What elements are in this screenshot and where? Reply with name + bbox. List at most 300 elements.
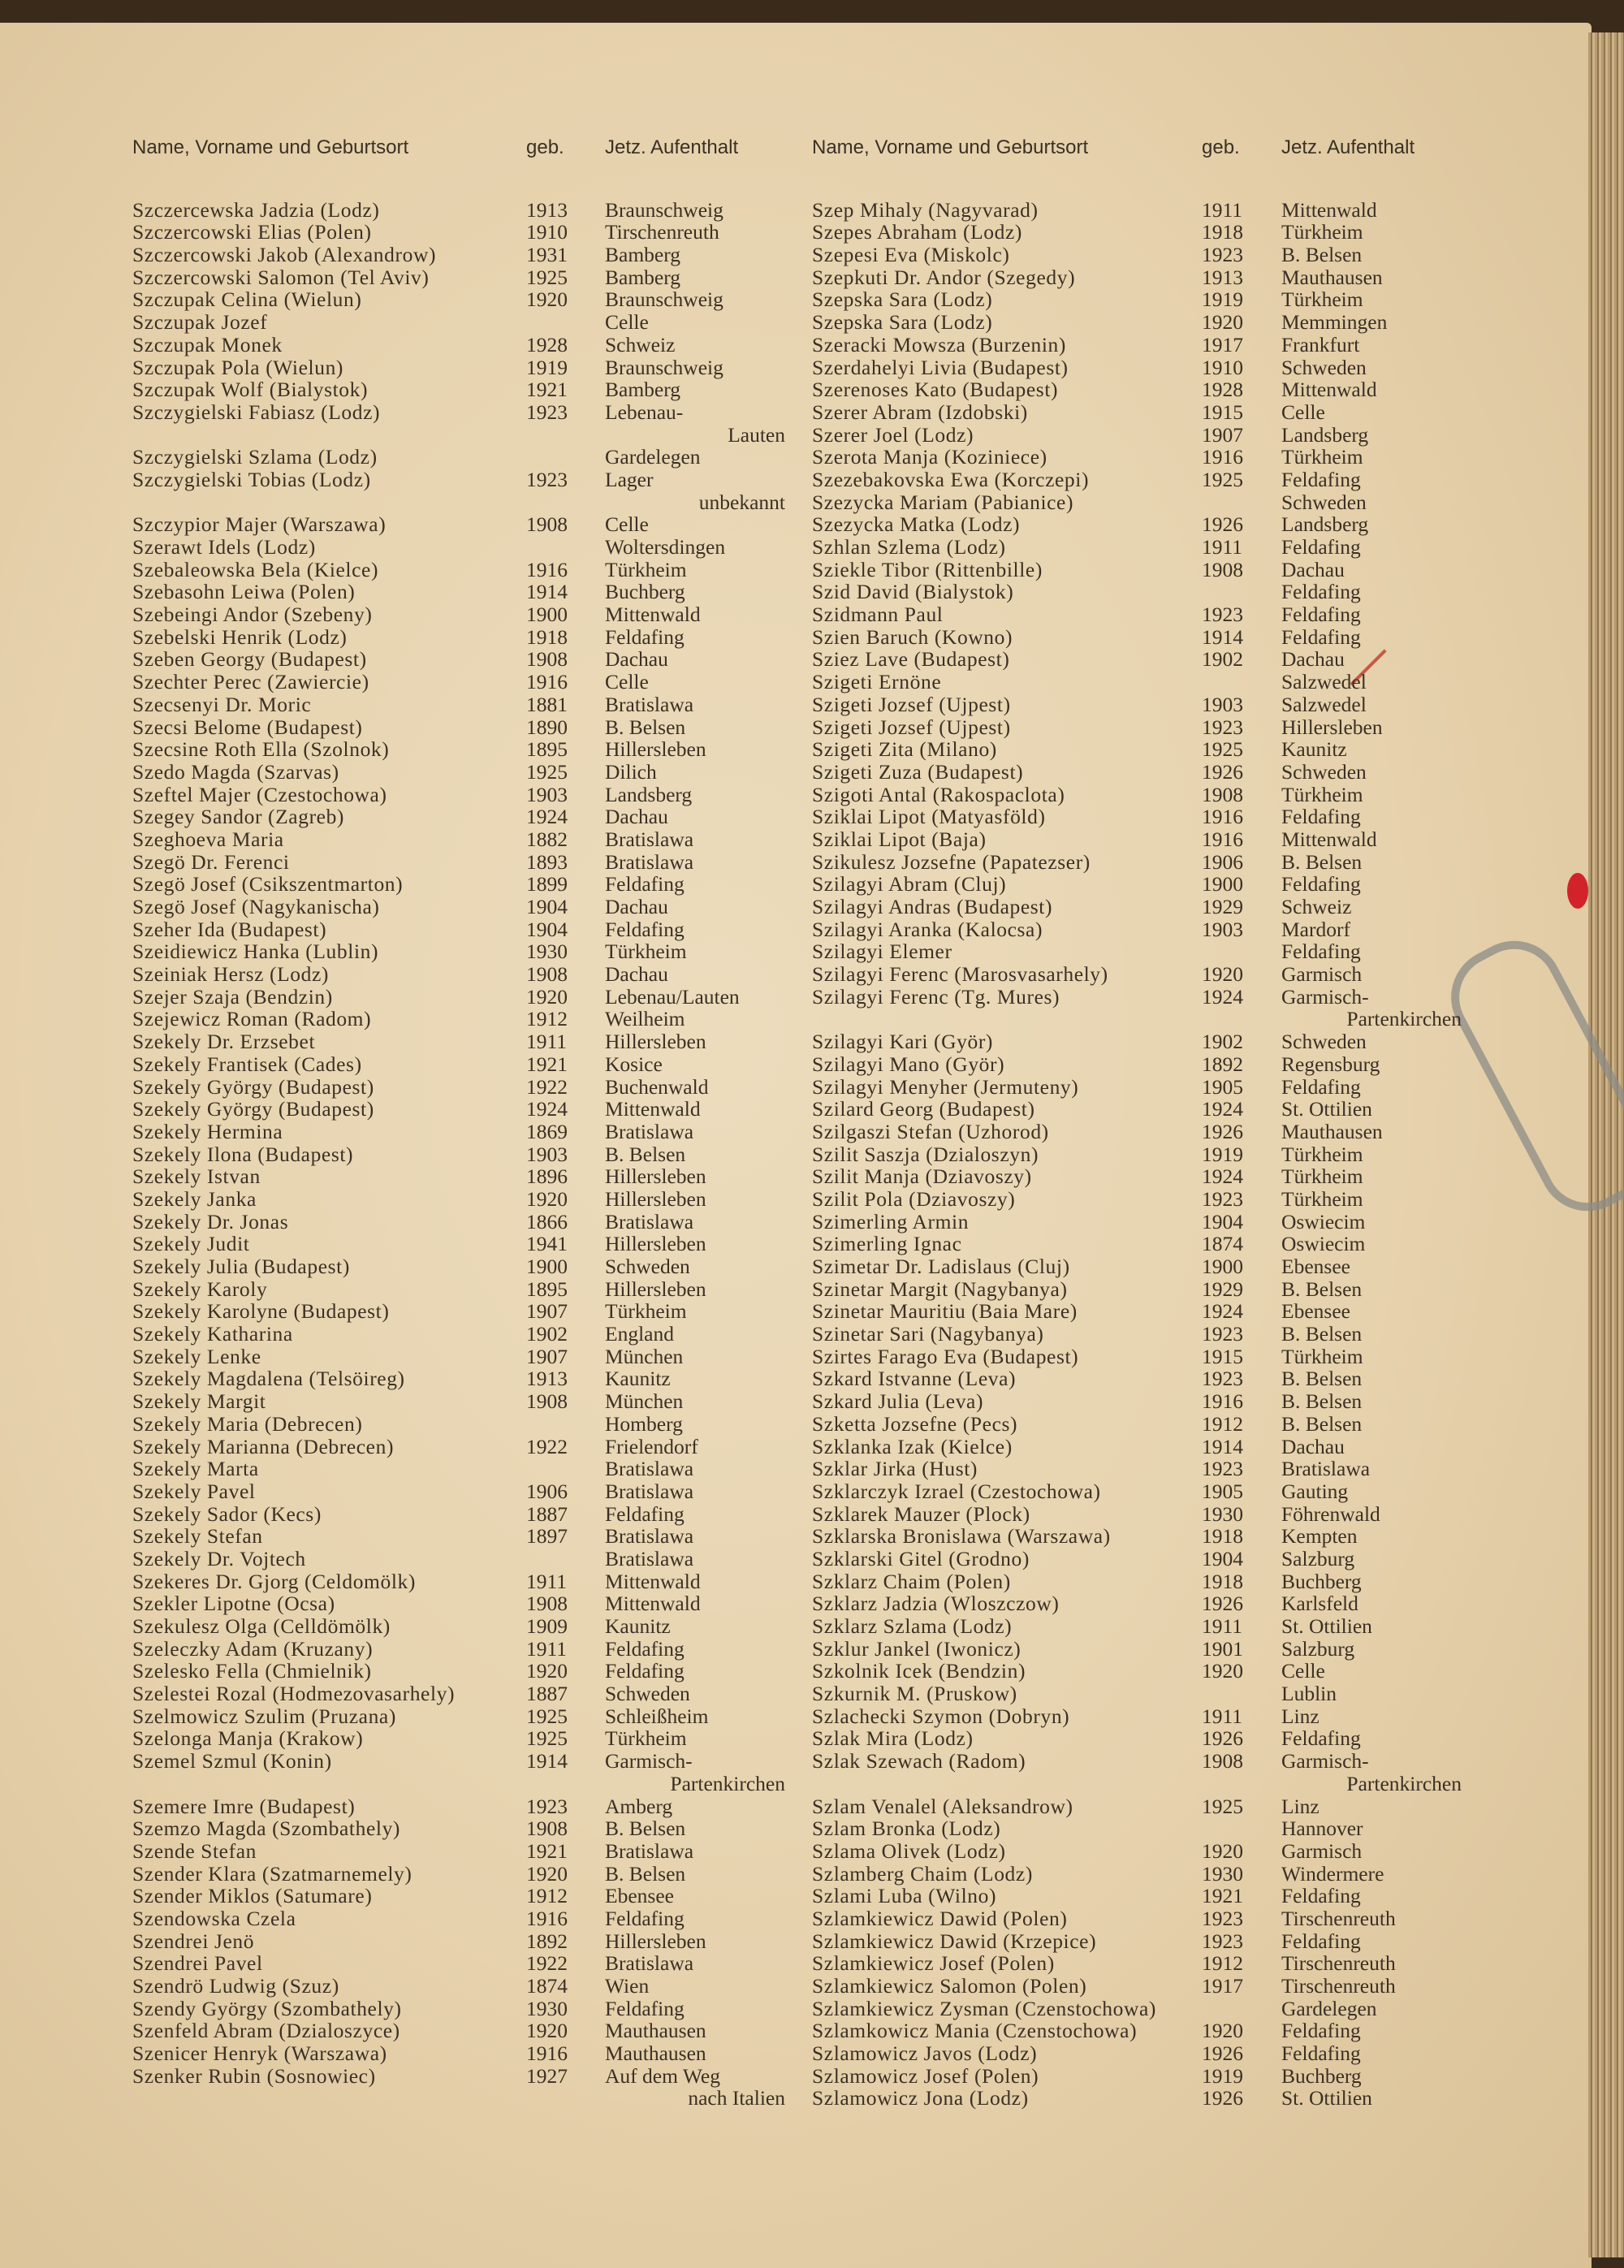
birth-year: 1918 (1202, 1569, 1243, 1593)
person-name: Szeftel Majer (Czestochowa) (132, 782, 387, 806)
table-row (132, 761, 782, 784)
current-residence: Feldafing (1281, 1074, 1361, 1099)
table-row (132, 1930, 782, 1953)
birth-year: 1904 (1202, 1546, 1243, 1570)
table-row (812, 311, 1462, 334)
birth-year: 1900 (1202, 1255, 1243, 1278)
birth-year: 1925 (1202, 737, 1243, 762)
current-residence: Hillersleben (605, 737, 706, 762)
birth-year: 1920 (1202, 2019, 1243, 2043)
person-name: Szinetar Margit (Nagybanya) (812, 1277, 1068, 1301)
person-name: Szepesi Eva (Miskolc) (812, 243, 1010, 267)
birth-year: 1892 (1202, 1052, 1243, 1076)
current-residence: Feldafing (1281, 603, 1361, 627)
birth-year: 1920 (526, 287, 568, 312)
person-name: Szilagyi Ferenc (Tg. Mures) (812, 984, 1060, 1009)
current-residence: Kosice (605, 1052, 663, 1076)
person-name: Szekely Marta (132, 1457, 259, 1481)
table-row (132, 2065, 782, 2088)
table-row (812, 1367, 1462, 1390)
current-residence: St. Ottilien (1281, 2086, 1372, 2110)
table-row (132, 986, 782, 1009)
current-residence: Türkheim (605, 1299, 687, 1324)
person-name: Szelonga Manja (Krakow) (132, 1726, 364, 1751)
person-name: Szepska Sara (Lodz) (812, 310, 993, 335)
table-row (132, 1278, 782, 1301)
header-name: Name, Vorname und Geburtsort (132, 136, 409, 158)
person-name: Szlak Szewach (Radom) (812, 1749, 1026, 1773)
current-residence: B. Belsen (1281, 1367, 1363, 1391)
person-name: Szczercewska Jadzia (Lodz) (132, 197, 380, 222)
person-name: Szekely Janka (132, 1186, 257, 1211)
person-name: Szigeti Jozsef (Ujpest) (812, 715, 1011, 739)
table-row (812, 1570, 1462, 1593)
birth-year: 1912 (526, 1884, 568, 1908)
person-name: Szekler Lipotne (Ocsa) (132, 1592, 335, 1616)
table-row (132, 1503, 782, 1526)
table-row (132, 896, 782, 918)
current-residence: Frankfurt (1281, 332, 1360, 356)
person-name: Sziklai Lipot (Matyasföld) (812, 805, 1046, 829)
birth-year: 1920 (526, 1186, 568, 1211)
person-name: Szlami Luba (Wilno) (812, 1884, 997, 1908)
person-name: Szemzo Magda (Szombathely) (132, 1817, 401, 1841)
birth-year: 1906 (526, 1479, 568, 1503)
person-name: Szkard Julia (Leva) (812, 1389, 984, 1414)
current-residence: Amberg (605, 1794, 673, 1818)
birth-year: 1911 (1202, 1704, 1243, 1728)
current-residence: Salzwedel (1281, 692, 1367, 716)
table-row (132, 1907, 782, 1930)
table-row (812, 2020, 1462, 2042)
table-row (132, 1390, 782, 1413)
current-residence: Bratislawa (605, 692, 694, 716)
birth-year: 1921 (526, 378, 568, 402)
current-residence: Bratislawa (605, 1546, 694, 1570)
birth-year: 1908 (1202, 782, 1243, 806)
person-name: Szerer Joel (Lodz) (812, 422, 974, 447)
birth-year: 1909 (526, 1614, 568, 1638)
birth-year: 1924 (526, 1097, 568, 1121)
person-name: Szebeingi Andor (Szebeny) (132, 603, 373, 627)
person-name: Szelmowicz Szulim (Pruzana) (132, 1704, 396, 1728)
person-name: Szigoti Antal (Rakospaclota) (812, 782, 1065, 806)
current-residence: Feldafing (605, 624, 685, 649)
table-row (132, 1525, 782, 1548)
person-name: Szklarz Chaim (Polen) (812, 1569, 1011, 1593)
person-name: Szien Baruch (Kowno) (812, 624, 1013, 649)
birth-year: 1900 (1202, 872, 1243, 896)
current-residence: Homberg (605, 1411, 683, 1436)
birth-year: 1926 (1202, 2041, 1243, 2066)
table-row (132, 1638, 782, 1661)
birth-year: 1930 (1202, 1501, 1243, 1526)
person-name: Szeben Georgy (Budapest) (132, 647, 367, 672)
person-name: Szezebakovska Ewa (Korczepi) (812, 467, 1090, 491)
person-name: Szekely Maria (Debrecen) (132, 1411, 363, 1436)
left-column-table (132, 136, 785, 2110)
table-row (812, 761, 1462, 784)
person-name: Szhlan Szlema (Lodz) (812, 535, 1006, 559)
current-residence: Schleißheim (605, 1704, 709, 1728)
person-name: Szekely Lenke (132, 1344, 261, 1368)
table-row (132, 356, 782, 379)
current-residence: Mardorf (1281, 917, 1350, 941)
current-residence: Kempten (1281, 1524, 1358, 1549)
birth-year: 1929 (1202, 895, 1243, 918)
table-row (132, 1885, 782, 1907)
current-residence: B. Belsen (1281, 1277, 1363, 1301)
birth-year: 1908 (526, 1389, 568, 1414)
birth-year: 1908 (526, 512, 568, 537)
table-row (132, 1727, 782, 1750)
birth-year: 1920 (1202, 1838, 1243, 1863)
table-row-continuation (132, 2086, 785, 2110)
current-residence: Bratislawa (605, 827, 694, 851)
table-row (132, 266, 782, 289)
table-row (132, 1570, 782, 1593)
current-residence: Hillersleben (605, 1030, 706, 1054)
table-row (132, 873, 782, 896)
current-residence: Lebenau- (605, 400, 684, 424)
table-row (132, 1367, 782, 1390)
table-row (132, 513, 782, 536)
birth-year: 1913 (526, 1367, 568, 1391)
current-residence: Mauthausen (605, 2041, 706, 2066)
table-row (132, 1705, 782, 1728)
current-residence: Feldafing (1281, 1929, 1361, 1953)
person-name: Szebaleowska Bela (Kielce) (132, 557, 379, 581)
person-name: Szilagyi Mano (Györ) (812, 1052, 1005, 1076)
birth-year: 1912 (1202, 1951, 1243, 1976)
person-name: Szigeti Zita (Milano) (812, 737, 997, 762)
person-name: Szender Miklos (Satumare) (132, 1884, 373, 1908)
person-name: Szemel Szmul (Konin) (132, 1749, 332, 1773)
table-row (132, 1952, 782, 1975)
current-residence: Garmisch (1281, 962, 1363, 987)
current-residence: Mauthausen (1281, 1119, 1383, 1143)
table-row-continuation (132, 490, 785, 514)
table-row (812, 1727, 1462, 1750)
birth-year: 1892 (526, 1929, 568, 1953)
person-name: Szezycka Matka (Lodz) (812, 512, 1021, 537)
table-row (132, 693, 782, 716)
table-row (812, 199, 1462, 222)
current-residence: Bratislawa (605, 1479, 694, 1503)
table-row (132, 1030, 782, 1053)
current-residence: Hillersleben (1281, 715, 1383, 739)
person-name: Szklarska Bronislawa (Warszawa) (812, 1524, 1111, 1549)
current-residence: Karlsfeld (1281, 1592, 1358, 1616)
birth-year: 1924 (526, 805, 568, 829)
current-residence: Feldafing (605, 1659, 685, 1683)
current-residence: Hannover (1281, 1817, 1363, 1841)
person-name: Szczypior Majer (Warszawa) (132, 512, 387, 537)
current-residence: Auf dem Weg (605, 2063, 720, 2088)
current-residence: Mauthausen (605, 2019, 706, 2043)
table-row (132, 940, 782, 963)
person-name: Szilit Manja (Dziavoszy) (812, 1164, 1032, 1189)
current-residence: Landsberg (605, 782, 693, 806)
current-residence: Dachau (605, 647, 668, 672)
table-row (132, 1592, 782, 1615)
person-name: Szenicer Henryk (Warszawa) (132, 2041, 387, 2066)
current-residence: Memmingen (1281, 310, 1388, 335)
current-residence: München (605, 1344, 684, 1368)
birth-year: 1913 (526, 197, 568, 222)
current-residence: Bratislawa (605, 849, 694, 874)
table-row (812, 581, 1462, 603)
current-residence: Bratislawa (605, 1838, 694, 1863)
table-row (812, 513, 1462, 536)
table-row (132, 334, 782, 356)
current-residence: Lublin (1281, 1682, 1337, 1706)
current-residence: Feldafing (605, 917, 685, 941)
person-name: Szepes Abraham (Lodz) (812, 220, 1023, 244)
table-row (812, 716, 1462, 739)
person-name: Szendrei Jenö (132, 1929, 255, 1953)
current-residence: Schweden (1281, 355, 1367, 379)
table-row (132, 918, 782, 941)
table-row (812, 1233, 1462, 1255)
table-row (132, 1817, 782, 1840)
table-row (132, 851, 782, 874)
current-residence: Mauthausen (1281, 265, 1383, 289)
birth-year: 1903 (526, 1142, 568, 1166)
current-residence: Mittenwald (605, 1592, 701, 1616)
table-row (132, 716, 782, 739)
birth-year: 1941 (526, 1232, 568, 1256)
table-row (132, 603, 782, 626)
person-name: Szeghoeva Maria (132, 827, 284, 851)
birth-year: 1907 (1202, 422, 1243, 447)
person-name: Szklarek Mauzer (Plock) (812, 1501, 1030, 1526)
table-row (132, 1660, 782, 1683)
person-name: Szlachecki Szymon (Dobryn) (812, 1704, 1070, 1728)
birth-year: 1890 (526, 715, 568, 739)
person-name: Szczygielski Fabiasz (Lodz) (132, 400, 381, 424)
birth-year: 1925 (526, 1726, 568, 1751)
person-name: Szkurnik M. (Pruskow) (812, 1682, 1017, 1706)
current-residence: Salzwedel (1281, 670, 1367, 694)
current-residence: Feldafing (605, 1996, 685, 2020)
table-row (812, 1188, 1462, 1211)
birth-year: 1919 (1202, 2063, 1243, 2088)
table-row (132, 806, 782, 828)
birth-year: 1914 (1202, 1434, 1243, 1458)
person-name: Szekely Karoly (132, 1277, 268, 1301)
person-name: Szilagyi Aranka (Kalocsa) (812, 917, 1043, 941)
person-name: Szlak Mira (Lodz) (812, 1726, 974, 1751)
table-row (132, 1233, 782, 1255)
person-name: Szidmann Paul (812, 603, 944, 627)
birth-year: 1920 (526, 984, 568, 1009)
person-name: Szczupak Wolf (Bialystok) (132, 378, 369, 402)
birth-year: 1911 (1202, 197, 1243, 222)
current-residence: Woltersdingen (605, 535, 726, 559)
current-residence: Feldafing (1281, 535, 1361, 559)
table-row-continuation (812, 1008, 1462, 1030)
birth-year: 1902 (1202, 647, 1243, 672)
table-row (812, 1278, 1462, 1301)
person-name: Szekely György (Budapest) (132, 1074, 374, 1099)
birth-year: 1930 (526, 940, 568, 964)
table-row (132, 469, 782, 491)
person-name: Szinetar Mauritiu (Baia Mare) (812, 1299, 1078, 1324)
birth-year: 1922 (526, 1951, 568, 1976)
birth-year: 1926 (1202, 512, 1243, 537)
current-residence: Buchberg (1281, 1569, 1362, 1593)
table-row (132, 1436, 782, 1458)
person-name: Szebelski Henrik (Lodz) (132, 624, 348, 649)
current-residence: Garmisch (1281, 1838, 1363, 1863)
current-residence: Dachau (1281, 557, 1345, 581)
person-name: Szebasohn Leiwa (Polen) (132, 580, 356, 604)
table-row (812, 806, 1462, 828)
person-name: Szigeti Zuza (Budapest) (812, 759, 1024, 784)
table-row (812, 2042, 1462, 2065)
birth-year: 1923 (1202, 1367, 1243, 1391)
current-residence: Celle (605, 670, 649, 694)
person-name: Szlama Olivek (Lodz) (812, 1838, 1006, 1863)
person-name: Szenfeld Abram (Dzialoszyce) (132, 2019, 400, 2043)
person-name: Szilagyi Andras (Budapest) (812, 895, 1053, 918)
table-row-continuation (132, 1771, 785, 1795)
birth-year: 1926 (1202, 1119, 1243, 1143)
person-name: Szejer Szaja (Bendzin) (132, 984, 333, 1009)
birth-year: 1926 (1202, 1592, 1243, 1616)
table-row (132, 221, 782, 244)
table-row (812, 1638, 1462, 1661)
current-residence: Dachau (605, 895, 668, 918)
birth-year: 1923 (1202, 1457, 1243, 1481)
birth-year: 1914 (526, 580, 568, 604)
person-name: Szczupak Celina (Wielun) (132, 287, 362, 312)
person-name: Szimerling Armin (812, 1209, 970, 1233)
person-name: Szekely Stefan (132, 1524, 263, 1549)
birth-year: 1923 (1202, 1186, 1243, 1211)
current-residence: Windermere (1281, 1861, 1384, 1886)
birth-year: 1911 (526, 1030, 568, 1054)
current-residence: Buchberg (605, 580, 685, 604)
person-name: Szekely Katharina (132, 1322, 293, 1346)
birth-year: 1919 (526, 355, 568, 379)
birth-year: 1920 (526, 2019, 568, 2043)
current-residence: Braunschweig (605, 197, 723, 222)
birth-year: 1916 (1202, 1389, 1243, 1414)
person-name: Szeracki Mowsza (Burzenin) (812, 332, 1066, 356)
table-row (812, 1863, 1462, 1886)
table-row (812, 559, 1462, 581)
birth-year: 1924 (1202, 984, 1243, 1009)
table-row (812, 626, 1462, 649)
birth-year: 1908 (526, 1592, 568, 1616)
current-residence: Bratislawa (605, 1524, 694, 1549)
current-residence: Buchberg (1281, 2063, 1362, 2088)
person-name: Szlamkiewicz Dawid (Polen) (812, 1906, 1068, 1930)
birth-year: 1905 (1202, 1074, 1243, 1099)
birth-year: 1923 (1202, 603, 1243, 627)
person-name: Szlamkiewicz Josef (Polen) (812, 1951, 1055, 1976)
birth-year: 1908 (1202, 557, 1243, 581)
birth-year: 1915 (1202, 400, 1243, 424)
table-row (132, 401, 782, 424)
table-row (812, 784, 1462, 806)
current-residence: Linz (1281, 1794, 1320, 1818)
current-residence: Türkheim (1281, 1142, 1363, 1166)
birth-year: 1904 (526, 895, 568, 918)
current-residence: Türkheim (1281, 1164, 1363, 1189)
birth-year: 1866 (526, 1209, 568, 1233)
person-name: Szklanka Izak (Kielce) (812, 1434, 1013, 1458)
birth-year: 1874 (1202, 1232, 1243, 1256)
table-row (812, 1750, 1462, 1773)
current-residence: Oswiecim (1281, 1232, 1366, 1256)
table-row (812, 603, 1462, 626)
current-residence: Türkheim (1281, 287, 1363, 312)
birth-year: 1923 (1202, 1929, 1243, 1953)
birth-year: 1902 (526, 1322, 568, 1346)
person-name: Szedo Magda (Szarvas) (132, 759, 339, 784)
person-name: Szecsi Belome (Budapest) (132, 715, 363, 739)
table-row (812, 828, 1462, 851)
current-residence: Tirschenreuth (1281, 1951, 1396, 1976)
birth-year: 1920 (1202, 962, 1243, 987)
table-row (812, 266, 1462, 289)
table-row (812, 1952, 1462, 1975)
table-row (812, 693, 1462, 716)
birth-year: 1923 (1202, 1906, 1243, 1930)
birth-year: 1924 (1202, 1299, 1243, 1324)
birth-year: 1903 (1202, 917, 1243, 941)
person-name: Szilgaszi Stefan (Uzhorod) (812, 1119, 1049, 1143)
table-row (812, 1346, 1462, 1368)
table-row (812, 1121, 1462, 1143)
current-residence: Tirschenreuth (1281, 1974, 1396, 1998)
current-residence: Feldafing (1281, 2041, 1361, 2066)
person-name: Szekely Judit (132, 1232, 250, 1256)
birth-year: 1895 (526, 1277, 568, 1301)
person-name: Szczupak Jozef (132, 310, 268, 335)
table-row (812, 918, 1462, 941)
current-residence: Feldafing (605, 1636, 685, 1661)
table-row (132, 1098, 782, 1121)
birth-year: 1907 (526, 1299, 568, 1324)
column-header-row (132, 136, 782, 159)
table-row (812, 1907, 1462, 1930)
birth-year: 1916 (526, 557, 568, 581)
birth-year: 1895 (526, 737, 568, 762)
table-row (812, 738, 1462, 761)
current-residence: Landsberg (1281, 422, 1369, 447)
person-name: Szczercowski Salomon (Tel Aviv) (132, 265, 430, 289)
birth-year: 1931 (526, 243, 568, 267)
birth-year: 1918 (1202, 1524, 1243, 1549)
person-name: Szklar Jirka (Hust) (812, 1457, 978, 1481)
person-name: Szklarski Gitel (Grodno) (812, 1546, 1030, 1570)
table-row (812, 1300, 1462, 1323)
table-row (132, 446, 782, 469)
current-residence: St. Ottilien (1281, 1614, 1372, 1638)
table-row (132, 1143, 782, 1166)
table-row (132, 1211, 782, 1233)
person-name: Szerenoses Kato (Budapest) (812, 378, 1059, 402)
person-name: Szczupak Pola (Wielun) (132, 355, 344, 379)
table-row (812, 1840, 1462, 1863)
table-row (132, 828, 782, 851)
birth-year: 1901 (1202, 1636, 1243, 1661)
column-header-row (812, 136, 1462, 159)
